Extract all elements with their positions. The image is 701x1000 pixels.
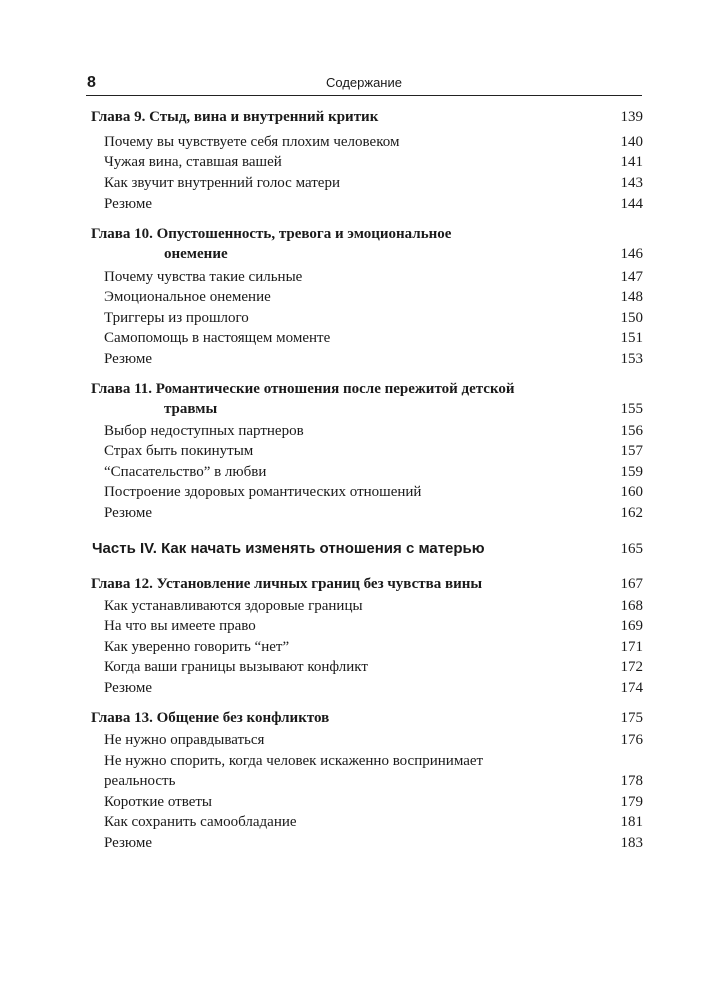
section-title: Триггеры из прошлого (104, 310, 249, 326)
section-title: Резюме (104, 835, 153, 851)
page-ref: 153 (620, 351, 643, 367)
page-ref: 179 (620, 794, 643, 810)
page-ref: 176 (620, 732, 643, 748)
page-ref: 171 (620, 639, 643, 655)
page-ref: 139 (620, 109, 643, 125)
section-title: Когда ваши границы вызывают конфликт (104, 659, 368, 675)
page-ref: 167 (620, 576, 643, 592)
section-title: Почему чувства такие сильные (104, 269, 303, 285)
section-title: Резюме (104, 505, 153, 521)
part-title: Часть IV. Как начать изменять отношения с матерью (92, 540, 485, 557)
page-ref: 160 (620, 484, 643, 500)
section-title: Страх быть покинутым (104, 443, 254, 459)
section-title: Не нужно спорить, когда человек искаженно воспринимает (104, 753, 484, 769)
section-title: Построение здоровых романтических отношений (104, 484, 422, 500)
page-ref: 183 (620, 835, 643, 851)
section-title: Почему вы чувствуете себя плохим человеком (104, 134, 400, 150)
page-ref: 159 (620, 464, 643, 480)
page-ref: 165 (620, 541, 643, 557)
section-title: Самопомощь в настоящем моменте (104, 330, 331, 346)
page-ref: 174 (620, 680, 643, 696)
page-number: 8 (87, 74, 96, 91)
page-ref: 143 (620, 175, 643, 191)
section-title: Как сохранить самообладание (104, 814, 297, 830)
section-title: Выбор недоступных партнеров (104, 423, 304, 439)
page-ref: 157 (620, 443, 643, 459)
chapter-title: Глава 9. Стыд, вина и внутренний критик (91, 109, 379, 125)
section-title: Короткие ответы (104, 794, 212, 810)
chapter-title: Глава 10. Опустошенность, тревога и эмоциональное (91, 226, 452, 242)
section-title: Резюме (104, 680, 153, 696)
page-ref: 162 (620, 505, 643, 521)
section-title-continued: реальность (104, 773, 176, 789)
section-title: На что вы имеете право (104, 618, 256, 634)
page-ref: 175 (620, 710, 643, 726)
section-title: Резюме (104, 196, 153, 212)
chapter-title: Глава 12. Установление личных границ без чувства вины (91, 576, 483, 592)
chapter-title: Глава 11. Романтические отношения после пережитой детской (91, 381, 515, 397)
running-title: Содержание (326, 75, 402, 90)
page-ref: 156 (620, 423, 643, 439)
page-ref: 168 (620, 598, 643, 614)
page-ref: 141 (620, 154, 643, 170)
section-title: Как звучит внутренний голос матери (104, 175, 340, 191)
section-title: “Спасательство” в любви (104, 464, 267, 480)
page-ref: 181 (620, 814, 643, 830)
page-ref: 146 (620, 246, 643, 262)
section-title: Не нужно оправдываться (104, 732, 265, 748)
page-ref: 178 (620, 773, 643, 789)
page-ref: 144 (620, 196, 643, 212)
page-ref: 150 (620, 310, 643, 326)
section-title: Резюме (104, 351, 153, 367)
page-ref: 169 (620, 618, 643, 634)
section-title: Эмоциональное онемение (104, 289, 271, 305)
page-ref: 147 (620, 269, 643, 285)
section-title: Как уверенно говорить “нет” (104, 639, 290, 655)
section-title: Чужая вина, ставшая вашей (104, 154, 282, 170)
chapter-title-continued: травмы (164, 401, 218, 417)
page-ref: 151 (620, 330, 643, 346)
page-ref: 172 (620, 659, 643, 675)
chapter-title-continued: онемение (164, 246, 228, 262)
page-ref: 155 (620, 401, 643, 417)
page-ref: 148 (620, 289, 643, 305)
section-title: Как устанавливаются здоровые границы (104, 598, 363, 614)
chapter-title: Глава 13. Общение без конфликтов (91, 710, 330, 726)
page-ref: 140 (620, 134, 643, 150)
